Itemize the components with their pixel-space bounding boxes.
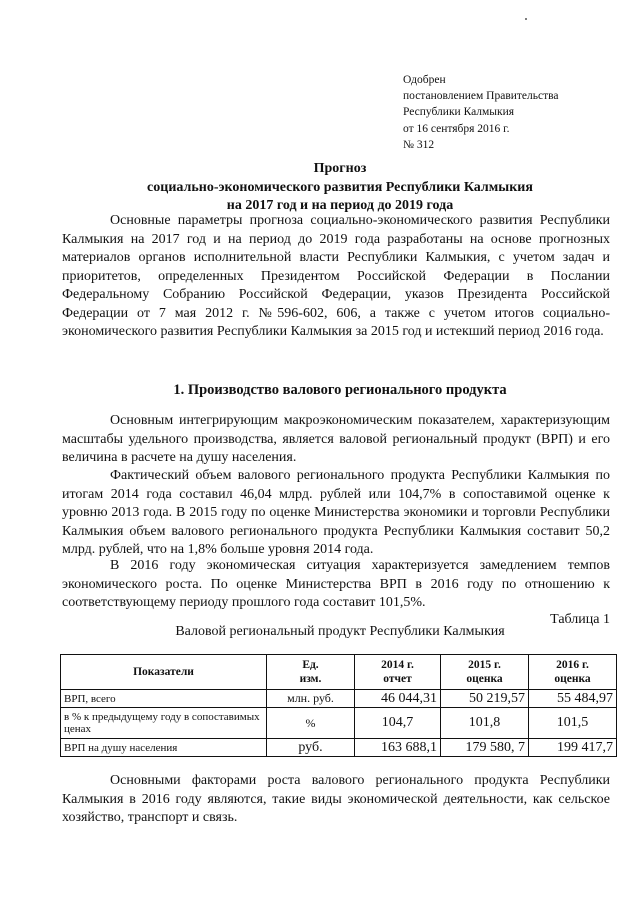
- section-1-heading: 1. Производство валового регионального продукта: [173, 382, 507, 398]
- value-2015: 179 580, 7: [441, 739, 529, 757]
- table-caption: Валовой региональный продукт Республики Калмыкия: [175, 624, 505, 639]
- approval-line: № 312: [403, 138, 435, 151]
- row-label: ВРП на душу населения: [61, 739, 267, 757]
- header-2015: 2015 г. оценка: [441, 655, 529, 690]
- closing-paragraph: Основными факторами роста валового регионального продукта Республики Калмыкия в 2016 году являются, такие виды экономической деятельности, как сельское хозяйство, транспорт и связь.: [62, 773, 610, 825]
- value-2016: 55 484,97: [529, 690, 617, 708]
- header-indicator: Показатели: [61, 655, 267, 690]
- table-row: [61, 708, 617, 739]
- value-2016: 199 417,7: [529, 739, 617, 757]
- document-title: [60, 160, 620, 216]
- section-1-paragraph-2: Фактический объем валового регионального продукта Республики Калмыкия по итогам 2014 года составил 46,04 млрд. рублей или 104,7% в сопоставимой оценке к уровню 2013 года. В 2015 году по оценке Министерства экономики и торговли Республики Калмыкия объем валового регионального продукта Республики Калмыкия составит 50,2 млрд. рублей, что на 1,8% больше уровня 2014 года.: [62, 468, 610, 557]
- table-header-row: [61, 655, 617, 690]
- row-unit: %: [267, 708, 355, 739]
- grp-table: [60, 654, 617, 757]
- approval-line: от 16 сентября 2016 г.: [403, 122, 510, 135]
- row-unit: руб.: [267, 739, 355, 757]
- section-1-paragraph-1: Основным интегрирующим макроэкономическим показателем, характеризующим масштабы удельного производства, является валовой региональный продукт (ВРП) и его величина в расчете на душу населения.: [62, 413, 610, 465]
- header-unit: Ед. изм.: [267, 655, 355, 690]
- approval-stamp: [403, 72, 559, 153]
- value-2014: 46 044,31: [355, 690, 441, 708]
- row-label: в % к предыдущему году в сопоставимых ценах: [61, 708, 267, 739]
- value-2015: 50 219,57: [441, 690, 529, 708]
- table-number: Таблица 1: [550, 612, 610, 627]
- value-2015: 101,8: [441, 708, 529, 739]
- title-line-2: социально-экономического развития Республики Калмыкия: [147, 179, 533, 195]
- scan-speck: [525, 18, 527, 20]
- value-2014: 163 688,1: [355, 739, 441, 757]
- table-row: [61, 739, 617, 757]
- header-2016: 2016 г. оценка: [529, 655, 617, 690]
- header-2014: 2014 г. отчет: [355, 655, 441, 690]
- section-1-paragraph-3: В 2016 году экономическая ситуация характеризуется замедлением темпов экономического роста. По оценке Министерства ВРП в 2016 году по отношению к соответствующему периоду прошлого года составит 101,5%.: [62, 558, 610, 610]
- title-line-3: на 2017 год и на период до 2019 года: [226, 198, 454, 213]
- value-2014: 104,7: [355, 708, 441, 739]
- row-label: ВРП, всего: [61, 690, 267, 708]
- title-line-1: Прогноз: [313, 161, 367, 176]
- row-unit: млн. руб.: [267, 690, 355, 708]
- approval-line: Одобрен: [403, 74, 446, 86]
- value-2016: 101,5: [529, 708, 617, 739]
- intro-paragraph: Основные параметры прогноза социально-экономического развития Республики Калмыкия на 2017 год и на период до 2019 года разработаны на основе прогнозных материалов органов исполнительной власти Республики Калмыкия, с учетом задач и приоритетов, определенных Президентом Российской Федерации в Послании Федеральному Собранию Российской Федерации, указов Президента Российской Федерации от 7 мая 2012 г. №596-602, 606, а также с учетом итогов социально-экономического развития Республики Калмыкия за 2015 год и истекший период 2016 года.: [62, 213, 610, 339]
- approval-line: Республики Калмыкия: [403, 106, 515, 119]
- table-row: [61, 690, 617, 708]
- approval-line: постановлением Правительства: [403, 90, 559, 103]
